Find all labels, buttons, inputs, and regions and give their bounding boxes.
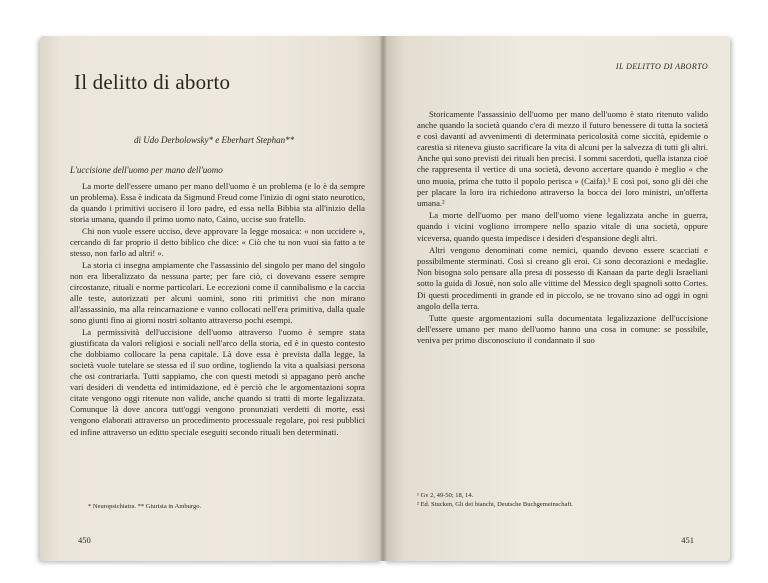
footnote-1: ¹ Gv 2, 49-50; 18, 14. (417, 492, 474, 499)
article-title: Il delitto di aborto (74, 70, 231, 94)
left-paragraph: La morte dell'essere umano per mano dell'uomo è un problema (e lo è da sempre un problema). Essa è indicata da Sigmund Freud come l'inizio di ogni stato neurotico, da quando i primitivi uccisero il loro padre, ed essa nella Bibbia sta all'inizio della storia umana, quando il primo uomo nato, Caino, uccise suo fratello. (70, 181, 365, 225)
open-book (40, 36, 730, 561)
right-page (383, 36, 730, 561)
right-paragraph: Tutte queste argomentazioni sulla documentata legalizzazione dell'uccisione dell'essere umano per mano dell'uomo hanno una cosa in comune: se possibile, veniva per primo disconosciuto il condannato il suo (417, 313, 708, 346)
right-footnotes (417, 491, 573, 509)
right-paragraph: La morte dell'uomo per mano dell'uomo viene legalizzata anche in guerra, quando i vicini vogliono irrompere nello spazio vitale di una società, oppure viceversa, quando questa impedisce i desideri d'espansione degli altri. (417, 210, 708, 243)
left-page (40, 36, 383, 561)
running-head: IL DELITTO DI ABORTO (615, 62, 708, 71)
book-gutter (379, 36, 387, 561)
footnote-2: ² Ed. Stucken, Gli dei bianchi, Deutsche Buchgemeinschaft. (417, 501, 573, 508)
right-page-number: 451 (681, 535, 694, 545)
left-footnote: * Neuropsichiatra. ** Giurista in Amburgo. (88, 503, 202, 510)
left-paragraph: La permissività dell'uccisione dell'uomo attraverso l'uomo è sempre stata giustificata da valori religiosi e sociali nell'arco della storia, ed è in questo contesto che dobbiamo collocare la pena capitale. Là dove essa è prevista dalla legge, la società vuole tutelare se stessa ed il suo ordine, togliendo la vita a qualsiasi persona che osi contrariarla. Tutti sappiamo, che con questi metodi si appagano però anche vari desideri di vendetta ed intimidazione, ed è perciò che le argomentazioni sopra citate vengono oggi ritenute non valide, anche quando si tratti di morte legalizzata. Comunque là dove ancora tutt'oggi vengono pronunziati verdetti di morte, essi vengono elaborati attraverso un procedimento processuale regolare, poi resi pubblici ed infine attraverso un editto speciale eseguiti secondo rituali ben determinati. (70, 326, 365, 437)
article-authors: di Udo Derbolowsky* e Eberhart Stephan** (134, 135, 295, 145)
left-page-number: 450 (78, 535, 91, 545)
right-paragraph: Storicamente l'assassinio dell'uomo per mano dell'uomo è stato ritenuto valido anche quando la società quando c'era di mezzo il futuro benessere di tutta la società e così davanti ad avvenimenti di determinata pericolosità come siccità, epidemie o carestia si riteneva giusto sacrificare la vita di alcuni per la salvezza di tutti gli altri. Anche qui sono previsti dei rituali ben precisi. I sommi sacerdoti, quella istanza cioè che rappresenta il vertice di una società, devono accertare quando è meglio « che uno muoia, prima che tutto il popolo perisca » (Caifa).¹ E così poi, sono gli dèi che per placare la loro ira richiedono attraverso la bocca dei loro ministri, un'offerta umana.² (417, 109, 708, 208)
left-paragraph: Chi non vuole essere ucciso, deve approvare la legge mosaica: « non uccidere », cercando di far proprio il detto biblico che dice: « Ciò che tu non vuoi sia fatto a te stesso, non farlo ad altri! ». (70, 225, 365, 259)
section-heading: L'uccisione dell'uomo per mano dell'uomo (70, 165, 223, 175)
left-paragraph: La storia ci insegna ampiamente che l'assassinio del singolo per mano del singolo non era liberalizzato da nessuna parte; per fare ciò, ci dovevano essere sempre circostanze, rituali e norme particolari. Le eccezioni come il cannibalismo e la caccia alle teste, autorizzati per alcuni uomini, sono riti primitivi che non mirano all'assassinio, ma alla reincarnazione e vanno collocati nell'era primitiva, dalla quale sono giunti fino ai giorni nostri soltanto attraverso pochi esempi. (70, 259, 365, 326)
right-paragraph: Altri vengono denominati come nemici, quando devono essere scacciati e possibilmente sterminati. Così si creano gli eroi. Ci sono decorazioni e medaglie. Non bisogna solo pensare alla presa di possesso di Kanaan da parte degli Israeliani sotto la guida di Josuè, non solo alle vittime del Messico degli spagnoli sotto Cortes. Di questi procedimenti in grande ed in piccolo, se ne trovano sino ad oggi in ogni angolo della terra. (417, 245, 708, 311)
